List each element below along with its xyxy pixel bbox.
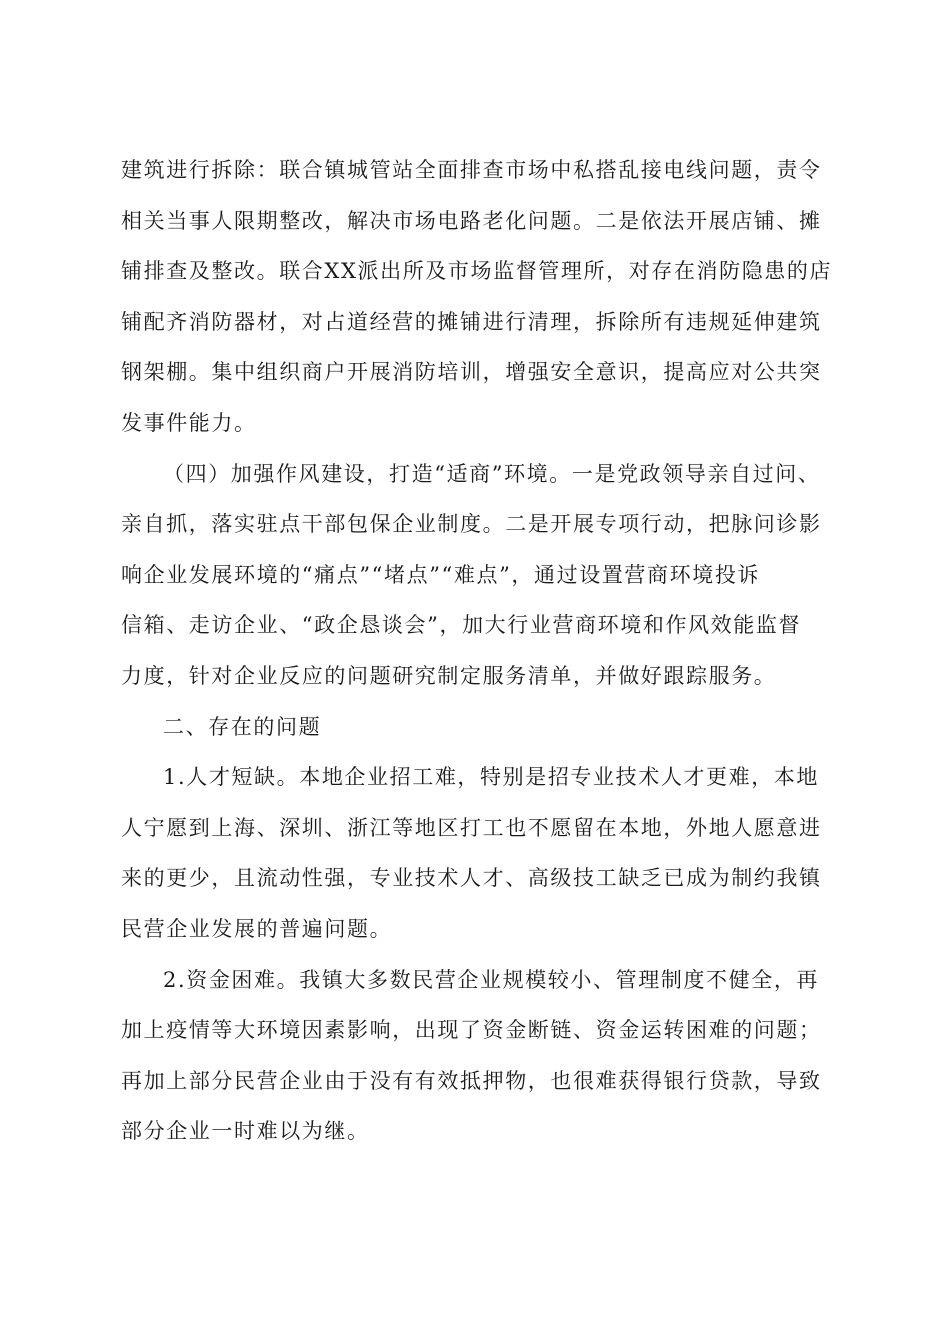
text-line: 再加上部分民营企业由于没有有效抵押物，也很难获得银行贷款，导致 [121, 1068, 822, 1093]
text-line: 铺配齐消防器材，对占道经营的摊铺进行清理，拆除所有违规延伸建筑 [121, 309, 822, 334]
text-line: 发事件能力。 [121, 410, 257, 435]
document-body [121, 145, 833, 1157]
text-line: 人宁愿到上海、深圳、浙江等地区打工也不愿留在本地，外地人愿意进 [121, 815, 822, 840]
item-two-line: 2.资金困难。我镇大多数民营企业规模较小、管理制度不健全，再 [163, 967, 820, 992]
item-one-line: 1.人才短缺。本地企业招工难，特别是招专业技术人才更难，本地 [163, 765, 820, 790]
section-four-heading-line: （四）加强作风建设，打造“适商”环境。一是党政领导亲自过问、 [163, 461, 821, 486]
text-line: 民营企业发展的普遍问题。 [121, 916, 393, 941]
section-heading-problems: 二、存在的问题 [163, 714, 322, 739]
text-line: 亲自抓，落实驻点干部包保企业制度。二是开展专项行动，把脉问诊影 [121, 512, 822, 537]
text-line: 力度，针对企业反应的问题研究制定服务清单，并做好跟踪服务。 [121, 663, 777, 688]
text-line: 部分企业一时难以为继。 [121, 1119, 370, 1144]
text-line: 加上疫情等大环境因素影响，出现了资金断链、资金运转困难的问题； [121, 1018, 822, 1043]
text-line: 响企业发展环境的“痛点”“堵点”“难点”，通过设置营商环境投诉 [121, 562, 761, 587]
text-line: 建筑进行拆除：联合镇城管站全面排查市场中私搭乱接电线问题，责令 [121, 158, 822, 182]
text-line: 来的更少，且流动性强，专业技术人才、高级技工缺乏已成为制约我镇 [121, 866, 822, 891]
text-line: 相关当事人限期整改，解决市场电路老化问题。二是依法开展店铺、摊 [121, 208, 822, 233]
text-line: 钢架棚。集中组织商户开展消防培训，增强安全意识，提高应对公共突 [121, 360, 822, 385]
text-line: 信箱、走访企业、“政企恳谈会”，加大行业营商环境和作风效能监督 [121, 613, 802, 638]
text-line: 铺排查及整改。联合XX派出所及市场监督管理所，对存在消防隐患的店 [121, 259, 833, 284]
